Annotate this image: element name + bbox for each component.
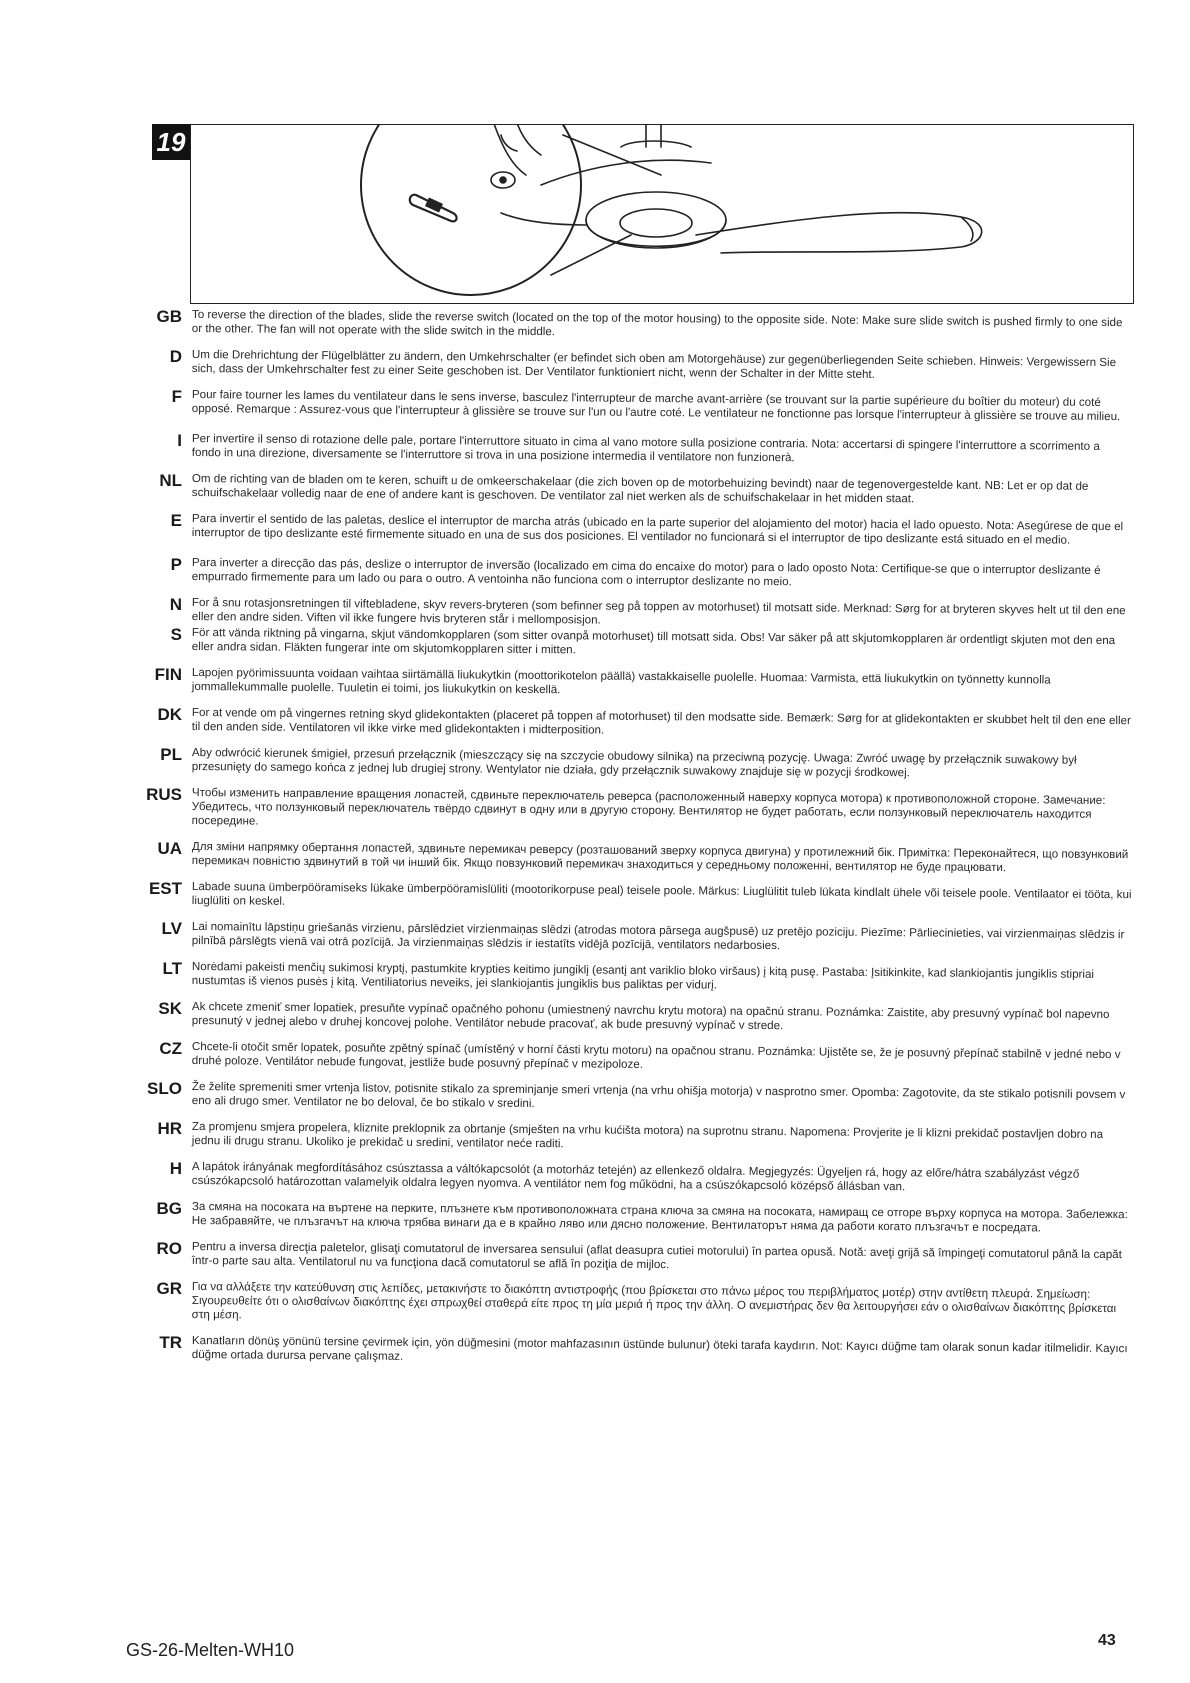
instruction-text: Pentru a inversa direcţia paletelor, glisaţi comutatorul de inversarea sensului (aflat deasupra cutiei motorului) în partea opusă. Notă: aveţi grijă să împingeţi comutatorul până la capăt într-o parte sau alta. Ventilatorul nu va funcţiona dacă comutatorul se află în poziţia de mijloc.: [191, 1240, 1122, 1272]
instruction-text: Um die Drehrichtung der Flügelblätter zu ändern, den Umkehrschalter (er befindet sich oben am Motorgehäuse) zur gegenüberliegenden Seite schieben. Hinweis: Vergewissern Sie sich, dass der Umkehrschalter fest zu einer Seite geschoben ist. Der Ventilator funktioniert nicht, wenn der Schalter in der Mitte steht.: [191, 348, 1117, 381]
instruction-row: [142, 1239, 1132, 1272]
instruction-row: [142, 1280, 1132, 1322]
language-code: D: [169, 347, 182, 366]
instruction-text: Labade suuna ümberpööramiseks lükake ümberpööramislüliti (mootorikorpuse peal) teisele poole. Märkus: Liuglülitit tuleb lükata kindlalt ühele või teisele poole. Ventilaator ei tööta, kui liuglüliti on keskel.: [191, 880, 1132, 908]
instruction-text: Para inverter a direcção das pás, deslize o interruptor de inversão (localizado em cima do encaixe do motor) para o lado oposto Nota: Certifique-se que o interruptor deslizante é empurrado firmemente para um lado ou para o outro. A ventoinha não funciona com o interruptor deslizante no meio.: [191, 556, 1101, 589]
language-code: S: [170, 625, 182, 644]
instruction-row: [142, 1039, 1132, 1071]
instruction-text: Lapojen pyörimissuunta voidaan vaihtaa siirtämällä liukukytkin (moottorikotelon päällä) vastakkaiselle puolelle. Huomaa: Varmista, että liukukytkin on työnnetty kunnolla jommallekummalle puolelle. Tuuletin ei toimi, jos liukukytkin on keskellä.: [191, 666, 1051, 697]
instruction-row: [142, 786, 1132, 828]
page-number: 43: [1098, 1632, 1116, 1649]
instruction-text: Para invertir el sentido de las paletas, deslice el interruptor de marcha atrás (ubicado en la parte superior del alojamiento del motor) hacia el lado opuesto. Nota: Asegúrese de que el interruptor de tipo deslizante esté firmemente situado en una de sus dos posiciones. El ventilador no funcionará si el interruptor de tipo deslizante está situado en el medio.: [191, 512, 1124, 547]
language-code: CZ: [159, 1039, 182, 1058]
instruction-text: Pour faire tourner les lames du ventilateur dans le sens inverse, basculez l'interrupteur de marche avant-arrière (se trouvant sur la partie supérieure du boîtier du moteur) du coté opposé. Remarque : Assurez-vous que l'interrupteur à glissière se trouve sur l'un ou l'autre coté. Le ventilateur ne fonctionne pas lorsque l'interrupteur à glissière se trouve au milieu.: [191, 388, 1121, 424]
language-code: N: [169, 595, 182, 614]
instruction-text: For at vende om på vingernes retning skyd glidekontakten (placeret på toppen af motorhuset) til den modsatte side. Bemærk: Sørg for at glidekontakten er skubbet helt til den ene eller til den anden side. Ventilatoren vil ikke virke med glidekontakten i midterposition.: [191, 706, 1131, 737]
instruction-row: [142, 1334, 1132, 1362]
instruction-row: [142, 307, 1132, 339]
instruction-row: [142, 511, 1132, 547]
language-code: RO: [156, 1239, 182, 1258]
language-code: GR: [156, 1279, 182, 1298]
footer-model-code: GS-26-Melten-WH10: [126, 1640, 295, 1660]
language-code: TR: [159, 1333, 182, 1352]
language-code: EST: [148, 879, 182, 898]
language-code: PL: [160, 745, 182, 764]
instructions-list: [142, 308, 1132, 1362]
language-code: DK: [157, 705, 182, 724]
instruction-text: Чтобы изменить направление вращения лопастей, сдвиньте переключатель реверса (расположенный наверху корпуса мотора) к противоположной стороне. Замечание: Убедитесь, что ползунковый переключатель твёрдо сдвинут в одну или в другую сторону. Вентилятор не будет работать, если ползунковый переключатель находится посередине.: [191, 786, 1106, 828]
language-code: LV: [161, 919, 182, 938]
instruction-row: [142, 1199, 1132, 1235]
instruction-text: Že želite spremeniti smer vrtenja listov, potisnite stikalo za spreminjanje smeri vrtenja (na vrhu ohišja motorja) v nasprotno smer. Opomba: Zagotovite, da ste stikalo potisnili povsem v eno ali drugo smer. Ventilator ne bo deloval, če bo stikalo v sredini.: [191, 1080, 1126, 1110]
instruction-row: [142, 665, 1132, 697]
language-code: F: [171, 387, 182, 406]
language-code: H: [169, 1159, 182, 1178]
instruction-row: [142, 347, 1132, 381]
instruction-row: [142, 431, 1132, 465]
step-number-badge: 19: [152, 124, 190, 160]
instruction-row: [142, 471, 1132, 506]
instruction-text: Om de richting van de bladen om te keren, schuift u de omkeerschakelaar (die zich boven op de motorbehuizing bevindt) naar de tegenovergestelde kant. NB: Let er op dat de schuifschakelaar volledig naar de ene of andere kant is geschoven. De ventilator zal niet werken als de schuifschakelaar in het midden staat.: [191, 472, 1089, 506]
instruction-text: För att vända riktning på vingarna, skjut vändomkopplaren (som sitter ovanpå motorhuset) till motsatt sida. Obs! Var säker på att skjutomkopplaren är ordentligt skjuten mot den ena eller andra sidan. Fläkten fungerar inte om skjutomkopplaren sitter i mitten.: [191, 626, 1116, 657]
instruction-text: Norėdami pakeisti menčių sukimosi kryptį, pastumkite krypties keitimo jungiklį (esantį ant variklio bloko viršaus) į kitą pusę. Pastaba: Įsitikinkite, kad slankiojantis jungiklis stipriai nustumtas iš vienos pusės į kitą. Ventiliatorius neveiks, jei slankiojantis jungiklis bus paliktas per vidurį.: [191, 960, 1095, 992]
instruction-text: Za promjenu smjera propelera, kliznite preklopnik za obrtanje (smješten na vrhu kućišta motora) na suprotnu stranu. Napomena: Provjerite je li klizni prekidač postavljen dobro na jednu ili drugu stranu. Ukoliko je prekidač u sredini, ventilator neće raditi.: [191, 1120, 1104, 1151]
language-code: SLO: [147, 1079, 182, 1098]
instruction-row: [142, 595, 1132, 627]
language-code: SK: [158, 999, 182, 1018]
instruction-text: Aby odwrócić kierunek śmigieł, przesuń przełącznik (mieszczący się na szczycie obudowy silnika) na przeciwną pozycję. Uwaga: Zwróć uwagę by przełącznik suwakowy był przesunięty do samego końca z jednej lub drugiej strony. Wentylator nie działa, gdy przełącznik suwakowy znajduje się w pozycji środkowej.: [191, 746, 1077, 780]
fan-reverse-switch-illustration: [191, 125, 1134, 304]
instruction-text: Для зміни напрямку обертання лопастей, здвиньте перемикач реверсу (розташований зверху корпуса двигуна) у протилежний бік. Примітка: Переконайтеся, що повзунковий перемикач повністю здвинутий в той чи інший бік. Якщо повзунковий перемикач знаходиться у середньому положенні, вентилятор не буде працювати.: [191, 840, 1129, 875]
instruction-row: [142, 999, 1132, 1033]
instruction-text: Ak chcete zmeniť smer lopatiek, presuňte vypínač opačného pohonu (umiestnený navrchu krytu motora) na opačnú stranu. Poznámka: Zaistite, aby presuvný vypínač bol napevno presunutý v jednej alebo v druhej koncovej polohe. Ventilátor nebude pracovať, ak bude presuvný vypínač v strede.: [191, 1000, 1110, 1033]
instruction-row: [142, 1119, 1132, 1151]
instruction-text: A lapátok irányának megfordításához csúsztassa a váltókapcsolót (a motorház tetején) az ellenkező oldalra. Megjegyzés: Ügyeljen rá, hogy az előre/hátra szabályzást végző csúszókapcsoló határozottan valamelyik oldalra legyen nyomva. A ventilátor nem fog működni, ha a csúszókapcsoló középső állásban van.: [191, 1160, 1080, 1194]
language-code: FIN: [154, 665, 182, 684]
instruction-text: За смяна на посоката на въртене на перките, плъзнете към противоположната страна ключа за смяна на посоката, намиращ се отгоре върху корпуса на мотора. Забележка: Не забравяйте, че плъзгачът на ключа трябва винаги да е в крайно ляво или дясно положение. Вентилаторът няма да работи когато плъзгачът е посредата.: [191, 1200, 1128, 1235]
instruction-row: [142, 387, 1132, 424]
instruction-row: [142, 745, 1132, 780]
instruction-row: [142, 919, 1132, 953]
instruction-row: [142, 1080, 1132, 1108]
instruction-row: [142, 880, 1132, 908]
language-code: E: [170, 511, 182, 530]
instruction-row: [142, 1159, 1132, 1194]
language-code: NL: [159, 471, 182, 490]
language-code: RUS: [146, 785, 182, 804]
language-code: P: [170, 555, 182, 574]
instruction-text: To reverse the direction of the blades, slide the reverse switch (located on the top of the motor housing) to the opposite side. Note: Make sure slide switch is pushed firmly to one side or the other. The fan will not operate with the slide switch in the middle.: [191, 308, 1123, 339]
instruction-text: Για να αλλάξετε την κατεύθυνση στις λεπίδες, μετακινήστε το διακόπτη αντιστροφής (που βρίσκεται στο πάνω μέρος του περιβλήματος μοτέρ) στην αντίθετη πλευρά. Σημείωση: Σιγουρευθείτε ότι ο ολισθαίνων διακόπτης έχει σπρωχθεί σταθερά είτε προς τη μία μεριά ή προς την άλλη. Ο ανεμιστήρας δεν θα λειτουργήσει εάν ο ολισθαίνων διακόπτης βρίσκεται στη μέση.: [191, 1280, 1117, 1322]
instruction-row: [142, 959, 1132, 992]
language-code: HR: [157, 1119, 182, 1138]
language-code: LT: [162, 959, 182, 978]
instruction-text: Kanatların dönüş yönünü tersine çevirmek için, yön düğmesini (motor mahfazasının üstünde bulunur) öteki tarafa kaydırın. Not: Kayıcı düğme tam olarak sonun kadar itilmelidir. Kayıcı düğme ortada durursa pervane çalışmaz.: [191, 1334, 1128, 1363]
language-code: UA: [157, 839, 182, 858]
instruction-text: Lai nomainītu lāpstiņu griešanās virzienu, pārslēdziet virzienmaiņas slēdzi (atrodas motora pārsega augšpusē) uz pretējo poziciju. Piezīme: Pārliecinieties, vai virzienmaiņas slēdzis ir pilnībā pārslēgts vienā vai otrā pozīcijā. Ja virzienmaiņas slēdzis ir iestatīts vidējā pozīcijā, ventilators nedarbosies.: [191, 920, 1125, 953]
instruction-row: [142, 705, 1132, 737]
language-code: BG: [156, 1199, 182, 1218]
instruction-row: [142, 839, 1132, 875]
language-code: GB: [156, 307, 182, 326]
figure-frame: [190, 124, 1134, 304]
language-code: I: [177, 431, 182, 450]
instruction-text: Chcete-li otočit směr lopatek, posuňte zpětný spínač (umístěný v horní části krytu motoru) na opačnou stranu. Poznámka: Ujistěte se, že je posuvný přepínač stabilně v jedné nebo v druhé poloze. Ventilátor nebude fungovat, jestliže bude posuvný přepínač v mezipoloze.: [191, 1040, 1121, 1071]
instruction-text: Per invertire il senso di rotazione delle pale, portare l'interruttore situato in cima al vano motore sulla posizione contraria. Nota: accertarsi di spingere l'interruttore a scorrimento a fondo in una direzione, diversamente se l'interruttore si trova in una posizione intermedia il ventilatore non funzionerà.: [191, 432, 1100, 465]
instruction-row: [142, 555, 1132, 589]
instruction-text: For å snu rotasjonsretningen til viftebladene, skyv revers-bryteren (som befinner seg på toppen av motorhuset) til motsatt side. Merknad: Sørg for at bryteren skyves helt ut til den ene eller den andre siden. Viften vil ikke fungere hvis bryteren står i mellomposisjon.: [191, 596, 1126, 627]
